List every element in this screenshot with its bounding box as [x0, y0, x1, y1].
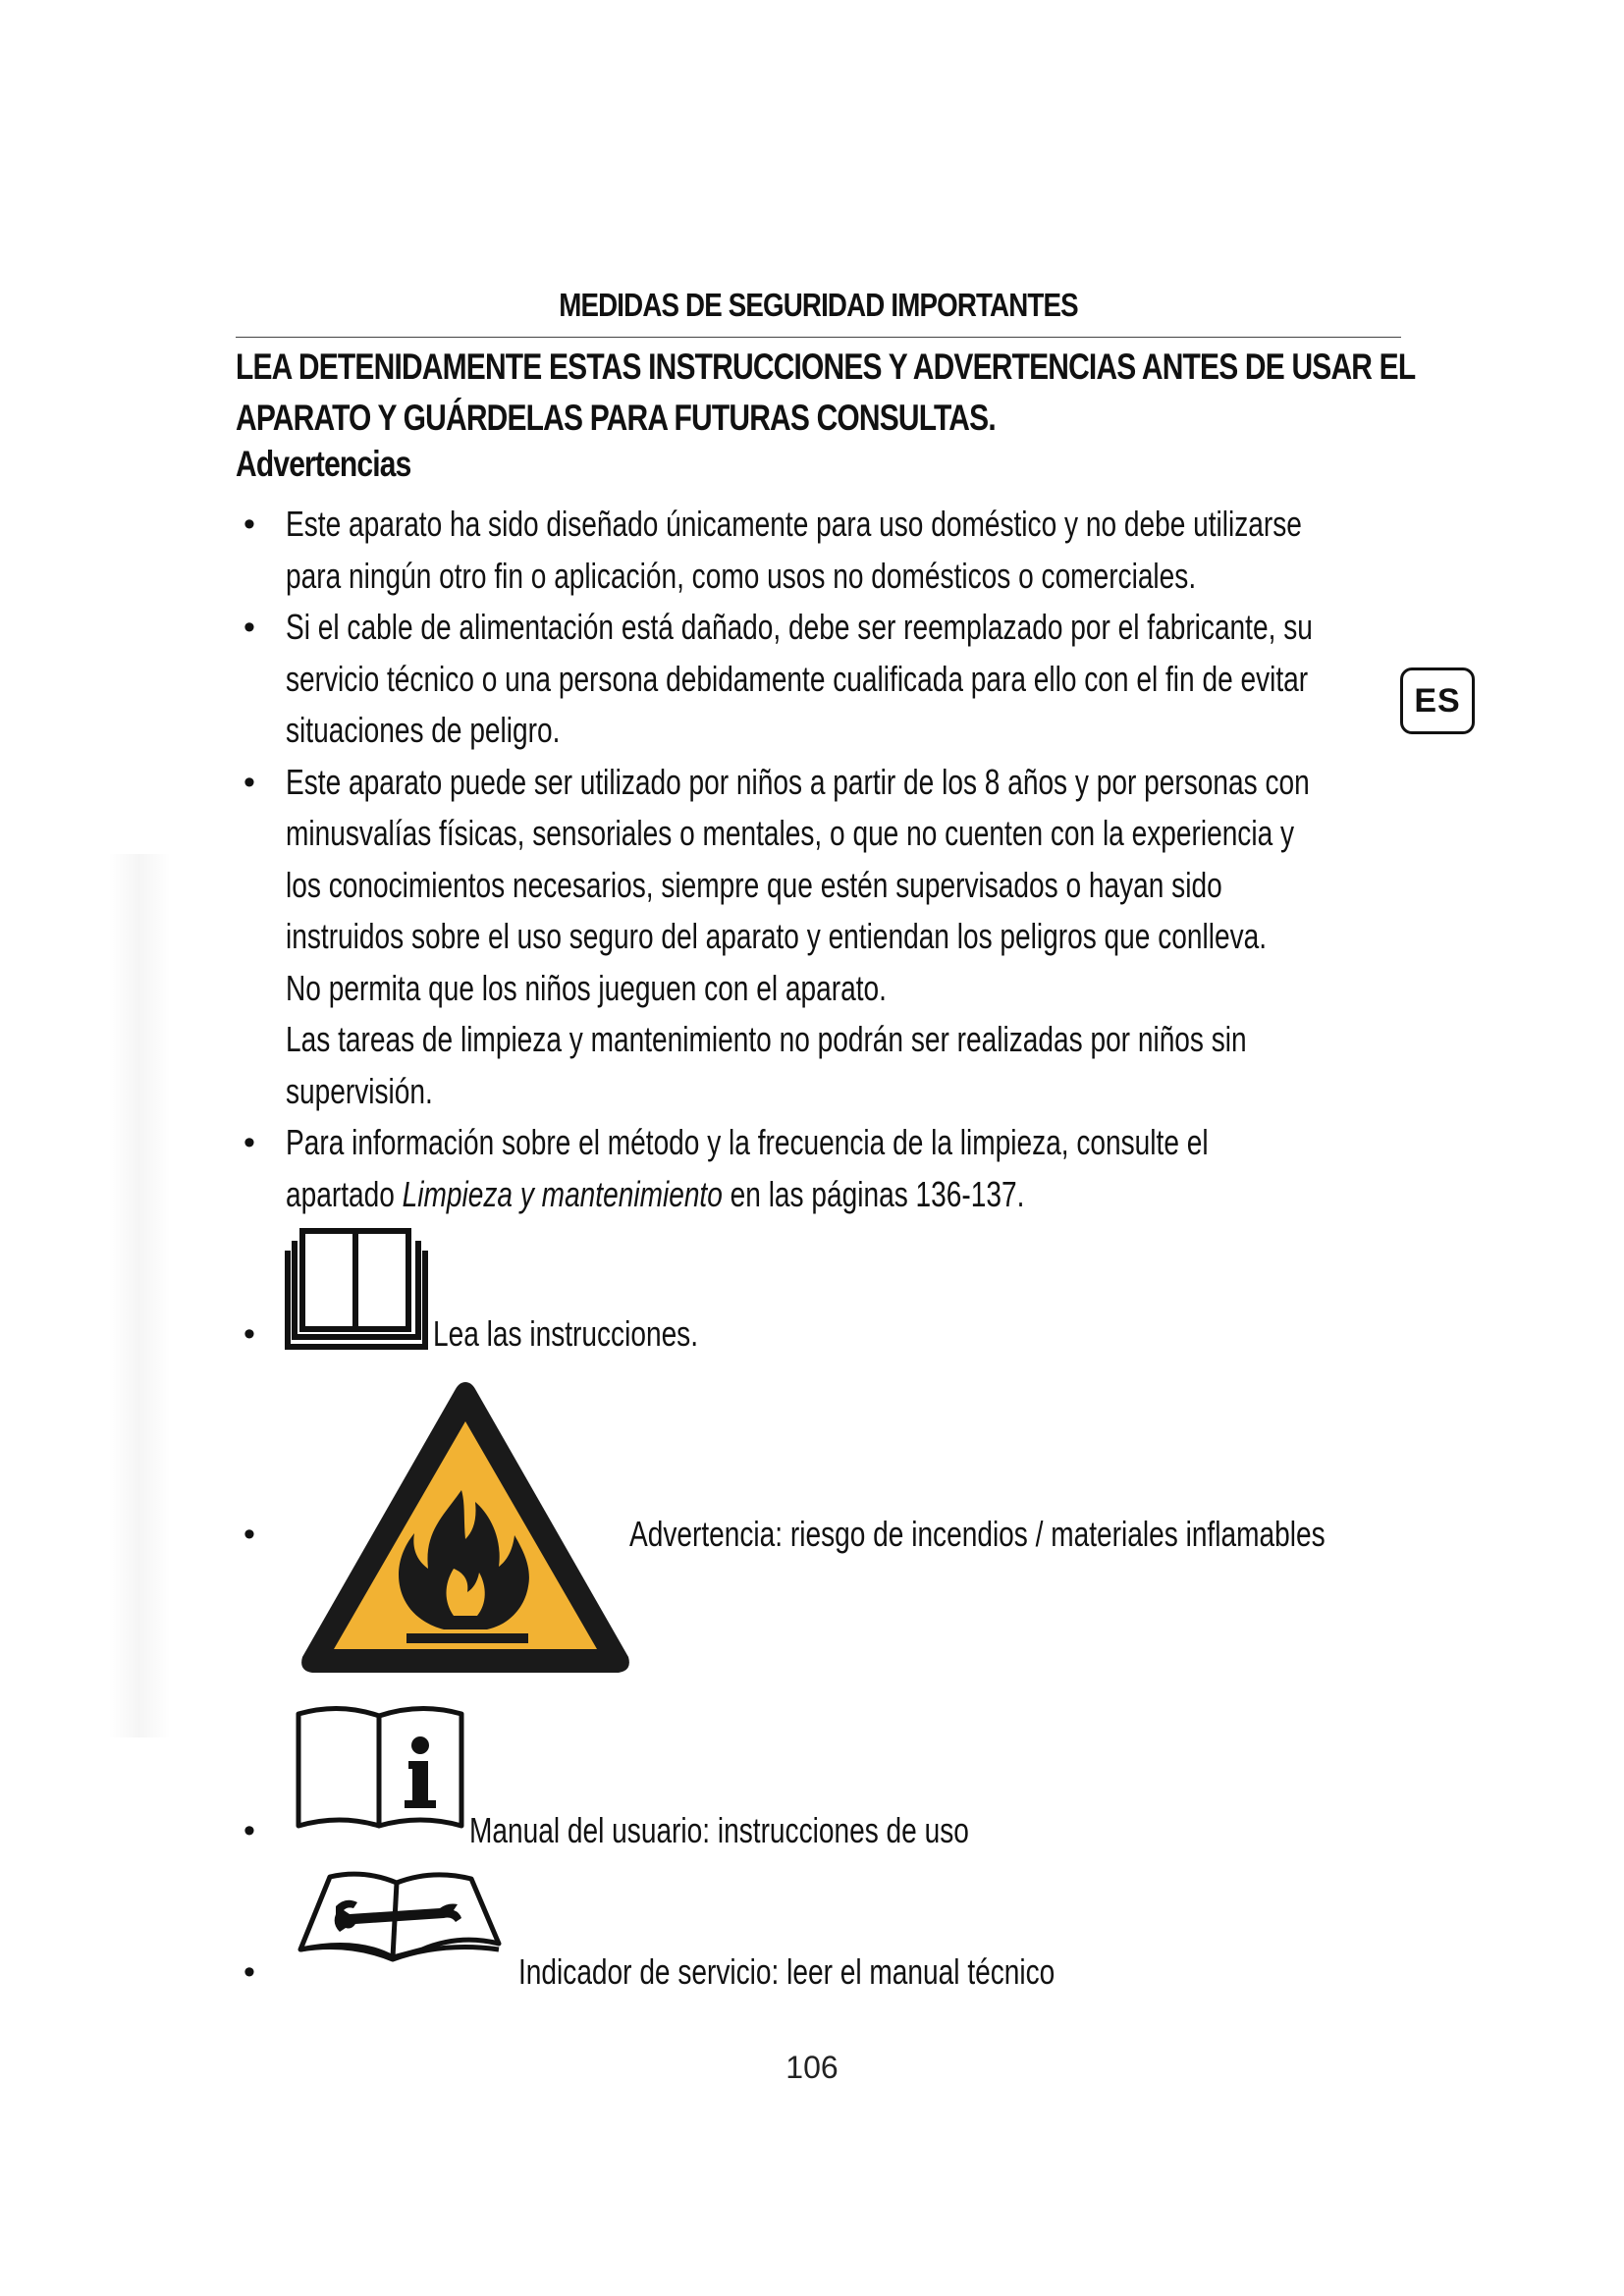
list-item — [236, 757, 1424, 1118]
page-title: MEDIDAS DE SEGURIDAD IMPORTANTES — [559, 287, 1078, 323]
text-fragment: apartado — [286, 1173, 403, 1214]
cross-reference: Limpieza y mantenimiento — [402, 1173, 723, 1214]
text-line: los conocimientos necesarios, siempre que estén supervisados o hayan sido — [286, 864, 1222, 905]
scan-edge-shadow — [108, 854, 171, 1737]
symbol-label: Advertencia: riesgo de incendios / materiales inflamables — [629, 1514, 1326, 1554]
text-line: minusvalías físicas, sensoriales o mentales, o que no cuenten con la experiencia y — [286, 813, 1295, 853]
symbol-label: Indicador de servicio: leer el manual técnico — [518, 1951, 1056, 1992]
list-item — [236, 499, 1424, 602]
text-line: instruidos sobre el uso seguro del aparato y entiendan los peligros que conlleva. — [286, 916, 1268, 956]
info-manual-icon — [295, 1704, 465, 1840]
open-book-icon — [285, 1227, 428, 1353]
bullet-glyph: • — [244, 1812, 255, 1849]
text-line: Este aparato puede ser utilizado por niños a partir de los 8 años y por personas con — [286, 761, 1310, 802]
bullet-glyph: • — [244, 1124, 255, 1161]
intro-line-2: APARATO Y GUÁRDELAS PARA FUTURAS CONSULTAS. — [236, 398, 996, 438]
text-line: para ningún otro fin o aplicación, como usos no domésticos o comerciales. — [286, 555, 1197, 596]
symbol-label: Lea las instrucciones. — [433, 1313, 699, 1354]
list-item — [236, 602, 1424, 757]
text-line: supervisión. — [286, 1070, 433, 1111]
bullet-glyph: • — [244, 506, 255, 543]
symbol-label: Manual del usuario: instrucciones de uso — [469, 1810, 969, 1850]
text-line: situaciones de peligro. — [286, 710, 561, 750]
text-line: Si el cable de alimentación está dañado, debe ser reemplazado por el fabricante, su — [286, 607, 1313, 647]
bullet-glyph: • — [244, 763, 255, 801]
bullet-glyph: • — [244, 1953, 255, 1991]
page-number: 106 — [785, 2050, 839, 2085]
language-badge: ES — [1400, 667, 1475, 734]
text-line: Las tareas de limpieza y mantenimiento no podrán ser realizadas por niños sin — [286, 1019, 1247, 1059]
bullet-glyph: • — [244, 1516, 255, 1553]
bullet-glyph: • — [244, 609, 255, 646]
text-fragment: en las páginas 136-137. — [722, 1173, 1025, 1214]
text-line: Para información sobre el método y la frecuencia de la limpieza, consulte el — [286, 1122, 1209, 1162]
warnings-list — [236, 499, 1424, 1220]
service-manual-icon — [295, 1867, 505, 1963]
text-line: servicio técnico o una persona debidamente cualificada para ello con el fin de evitar — [286, 658, 1309, 699]
text-line — [286, 1169, 1358, 1221]
intro-line-1: LEA DETENIDAMENTE ESTAS INSTRUCCIONES Y ADVERTENCIAS ANTES DE USAR EL — [236, 347, 1416, 387]
list-item — [236, 1117, 1424, 1220]
text-line: Este aparato ha sido diseñado únicamente para uso doméstico y no debe utilizarse — [286, 504, 1302, 544]
intro-warning — [236, 342, 1416, 444]
title-divider — [236, 337, 1401, 338]
bullet-glyph: • — [244, 1315, 255, 1353]
section-heading: Advertencias — [236, 444, 411, 484]
text-line: No permita que los niños jueguen con el aparato. — [286, 967, 887, 1008]
flammable-warning-icon — [297, 1376, 634, 1679]
